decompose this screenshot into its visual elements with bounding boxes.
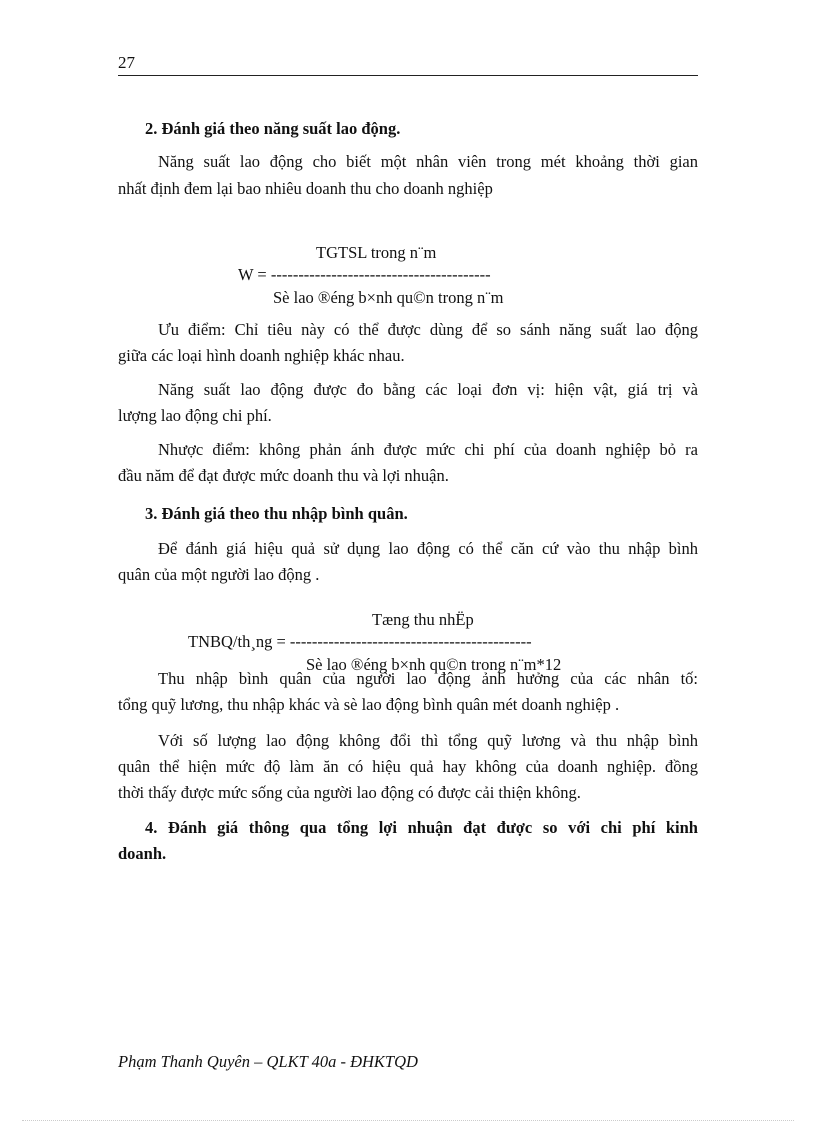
factors-line2: tổng quỹ lương, thu nhập khác và sè lao động bình quân mét doanh nghiệp . (118, 695, 620, 714)
formula-w-lhs: W = (238, 265, 271, 284)
units-line1: Năng suất lao động được đo bằng các loại đơn vị: hiện vật, giá trị và (158, 380, 698, 399)
disadvantage-line1: Nhược điểm: không phản ánh được mức chi phí của doanh nghiệp bỏ ra (158, 440, 698, 459)
formula-tnbq-denominator: Sè lao ®éng b×nh qu©n trong n¨m*12 (306, 655, 562, 674)
factors-line1: Thu nhập bình quân của người lao động ảnh hưởng của các nhân tố: (158, 669, 698, 688)
header-divider (118, 75, 698, 76)
footer-author: Phạm Thanh Quyên – QLKT 40a - ĐHKTQD (118, 1052, 418, 1071)
conclusion-line2: quân thể hiện mức độ làm ăn có hiệu quả hay không của doanh nghiệp. đồng (118, 757, 698, 776)
formula-tnbq-fraction-line (188, 632, 532, 652)
formula-w-numerator: TGTSL trong n¨m (316, 243, 437, 262)
formula-w-dashes: ---------------------------------------- (270, 265, 491, 284)
section2-heading: 2. Đánh giá theo năng suất lao động. (145, 119, 401, 138)
page-number: 27 (118, 53, 135, 72)
formula-w-denominator: Sè lao ®éng b×nh qu©n trong n¨m (273, 288, 504, 307)
formula-tnbq-numerator: Tæng thu nhËp (372, 610, 474, 629)
section4-heading-line1: 4. Đánh giá thông qua tổng lợi nhuận đạt được so với chi phí kinh (145, 818, 698, 837)
formula-tnbq-dashes: -------------------------------------------- (289, 632, 532, 651)
advantage-line1: Ưu điểm: Chỉ tiêu này có thể được dùng để so sánh năng suất lao động (158, 320, 698, 339)
section4-heading-line2: doanh. (118, 844, 167, 863)
formula-tnbq-lhs: TNBQ/th¸ng = (188, 632, 290, 651)
conclusion-line1: Với số lượng lao động không đổi thì tổng quỹ lương và thu nhập bình (158, 731, 698, 750)
page-bottom-dotted-rule (22, 1120, 794, 1121)
section2-intro-line2: nhất định đem lại bao nhiêu doanh thu cho doanh nghiệp (118, 179, 493, 198)
section3-intro-line1: Để đánh giá hiệu quả sử dụng lao động có thể căn cứ vào thu nhập bình (158, 539, 698, 558)
units-line2: lượng lao động chi phí. (118, 406, 272, 425)
formula-w-fraction-line (238, 265, 491, 285)
section3-intro-line2: quân của một người lao động . (118, 565, 320, 584)
section2-intro-line1: Năng suất lao động cho biết một nhân viên trong mét khoảng thời gian (158, 152, 698, 171)
section3-heading: 3. Đánh giá theo thu nhập bình quân. (145, 504, 408, 523)
conclusion-line3: thời thấy được mức sống của người lao động có được cải thiện không. (118, 783, 581, 802)
advantage-line2: giữa các loại hình doanh nghiệp khác nhau. (118, 346, 405, 365)
disadvantage-line2: đầu năm để đạt được mức doanh thu và lợi nhuận. (118, 466, 449, 485)
